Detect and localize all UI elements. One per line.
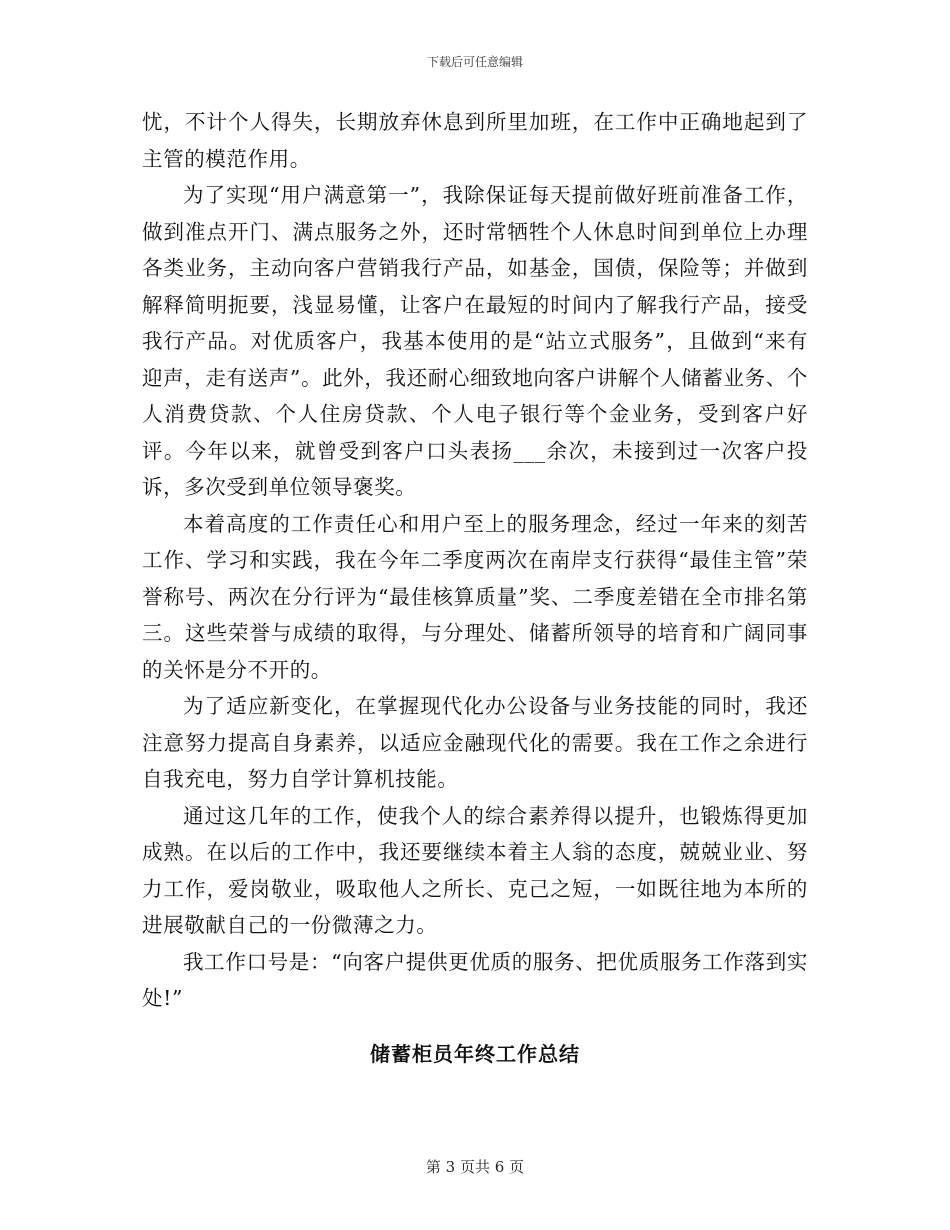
paragraph-2: 为了实现“用户满意第一”，我除保证每天提前做好班前准备工作，做到准点开门、满点服务之外，还时常牺牲个人休息时间到单位上办理各类业务，主动向客户营销我行产品，如基金，国债，保险等；并做到解释简明扼要，浅显易懂，让客户在最短的时间内了解我行产品，接受我行产品。对优质客户，我基本使用的是“站立式服务”，且做到“来有迎声，走有送声”。此外，我还耐心细致地向客户讲解个人储蓄业务、个人消费贷款、个人住房贷款、个人电子银行等个金业务，受到客户好评。今年以来，就曾受到客户口头表扬___余次，未接到过一次客户投诉，多次受到单位领导褒奖。 [142, 183, 808, 499]
section-title: 储蓄柜员年终工作总结 [370, 1042, 580, 1066]
page-header: 下载后可任意编辑 [426, 55, 523, 69]
paragraph-3: 本着高度的工作责任心和用户至上的服务理念，经过一年来的刻苦工作、学习和实践，我在今年二季度两次在南岸支行获得“最佳主管”荣誉称号、两次在分行评为“最佳核算质量”奖、二季度差错在全市排名第三。这些荣誉与成绩的取得，与分理处、储蓄所领导的培育和广阔同事的关怀是分不开的。 [142, 511, 808, 682]
paragraph-6: 我工作口号是：“向客户提供更优质的服务、把优质服务工作落到实处!” [142, 949, 808, 1010]
paragraph-1: 忧，不计个人得失，长期放弃休息到所里加班，在工作中正确地起到了主管的模范作用。 [142, 110, 808, 171]
document-body [142, 104, 808, 1017]
paragraph-5: 通过这几年的工作，使我个人的综合素养得以提升，也锻炼得更加成熟。在以后的工作中，我还要继续本着主人翁的态度，兢兢业业、努力工作，爱岗敬业，吸取他人之所长、克己之短，一如既往地为本所的进展敬献自己的一份微薄之力。 [142, 803, 808, 937]
page-footer: 第 3 页共 6 页 [425, 1158, 525, 1176]
paragraph-4: 为了适应新变化，在掌握现代化办公设备与业务技能的同时，我还注意努力提高自身素养，以适应金融现代化的需要。我在工作之余进行自我充电，努力自学计算机技能。 [142, 694, 808, 791]
